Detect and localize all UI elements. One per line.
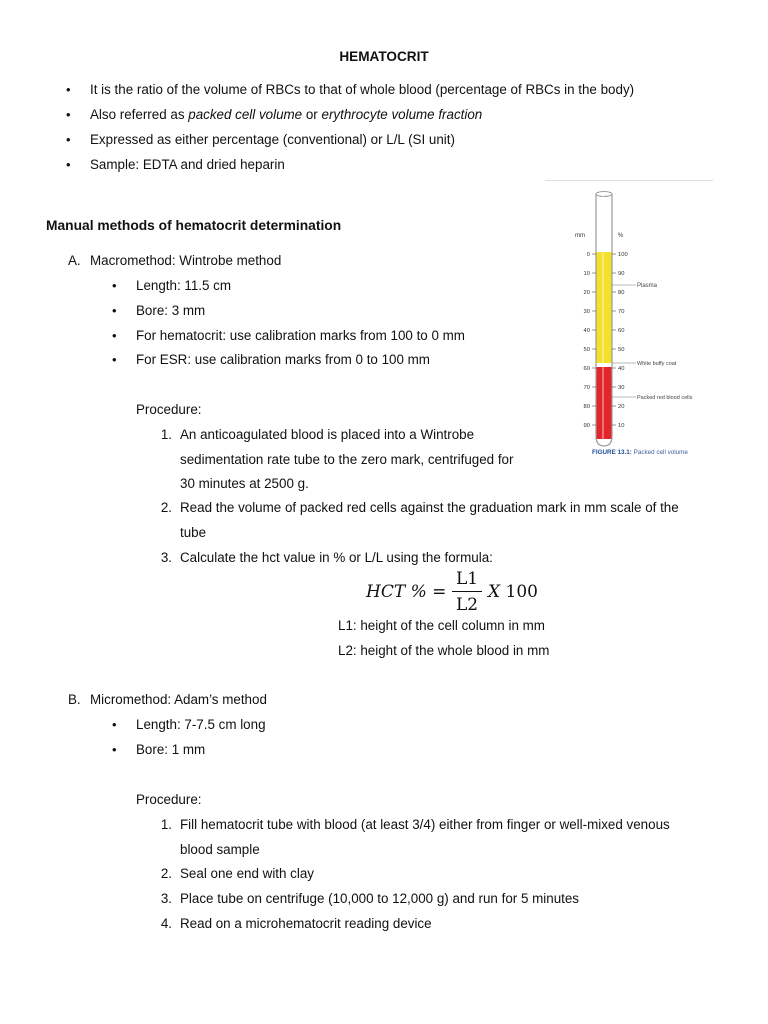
percent-tick-label: 60 <box>618 328 625 334</box>
percent-tick-label: 80 <box>618 290 625 296</box>
bullet-text: Expressed as either percentage (conventional) or L/L (SI unit) <box>90 132 455 147</box>
percent-tick-label: 70 <box>618 309 625 315</box>
step-text: tube <box>180 525 207 540</box>
step-number: 4. <box>160 916 172 931</box>
bullet-dot: • <box>66 157 71 172</box>
step-text: Seal one end with clay <box>180 866 314 881</box>
step-number: 1. <box>160 817 172 832</box>
bullet-dot: • <box>112 278 117 293</box>
packed-cells-label: Packed red blood cells <box>637 395 693 401</box>
bullet-dot: • <box>112 717 117 732</box>
bullet-text: Bore: 3 mm <box>136 303 206 318</box>
wintrobe-tube-illustration <box>545 180 713 460</box>
percent-tick-label: 40 <box>618 366 625 372</box>
step-text: Fill hematocrit tube with blood (at least 3/4) either from finger or well-mixed venous <box>180 817 670 832</box>
formula-legend-l1: L1: height of the cell column in mm <box>338 618 545 633</box>
step-number: 3. <box>160 550 172 565</box>
method-a-label: A. <box>68 253 81 268</box>
percent-tick-label: 90 <box>618 271 625 277</box>
step-text: sedimentation rate tube to the zero mark, centrifuged for <box>180 452 514 467</box>
tube-opening <box>596 192 612 197</box>
mm-tick-label: 40 <box>583 328 590 334</box>
bullet-dot: • <box>112 303 117 318</box>
formula-numerator: L1 <box>455 569 479 589</box>
step-number: 2. <box>160 866 172 881</box>
step-text: 30 minutes at 2500 g. <box>180 476 309 491</box>
step-text: Place tube on centrifuge (10,000 to 12,000 g) and run for 5 minutes <box>180 891 580 906</box>
mm-tick-label: 70 <box>583 385 590 391</box>
percent-tick-label: 100 <box>618 252 628 258</box>
formula-fraction <box>452 568 482 616</box>
percent-tick-label: 10 <box>618 423 625 429</box>
mm-tick-label: 80 <box>583 404 590 410</box>
bullet-dot: • <box>112 352 117 367</box>
bullet-text: For hematocrit: use calibration marks from 100 to 0 mm <box>136 328 465 343</box>
bullet-text: It is the ratio of the volume of RBCs to that of whole blood (percentage of RBCs in the body) <box>90 82 635 97</box>
bullet-dot: • <box>66 107 71 122</box>
bullet-text: Sample: EDTA and dried heparin <box>90 157 285 172</box>
bullet-text: Bore: 1 mm <box>136 742 206 757</box>
bullet-dot: • <box>112 742 117 757</box>
step-text: An anticoagulated blood is placed into a Wintrobe <box>180 427 475 442</box>
mm-tick-label: 50 <box>583 347 590 353</box>
percent-axis-label: % <box>618 233 624 239</box>
bullet-dot: • <box>66 132 71 147</box>
bullet-text <box>90 107 482 122</box>
formula-legend-l2: L2: height of the whole blood in mm <box>338 643 550 658</box>
formula-hundred: 100 <box>505 582 538 602</box>
bullet-dot: • <box>66 82 71 97</box>
bullet-dot: • <box>112 328 117 343</box>
mm-tick-label: 20 <box>583 290 590 296</box>
aka-term-1: packed cell volume <box>188 107 303 122</box>
method-a-procedure-label: Procedure: <box>136 402 202 417</box>
aka-term-2: erythrocyte volume fraction <box>321 107 483 122</box>
aka-or: or <box>302 107 322 122</box>
formula-lhs: HCT % = <box>366 582 447 602</box>
percent-tick-label: 50 <box>618 347 625 353</box>
plasma-label: Plasma <box>637 283 658 289</box>
bullet-text: Length: 11.5 cm <box>136 278 232 293</box>
mm-axis-label: mm <box>575 233 585 239</box>
step-text: Calculate the hct value in % or L/L using the formula: <box>180 550 493 565</box>
step-text: Read on a microhematocrit reading device <box>180 916 432 931</box>
mm-tick-label: 0 <box>586 252 590 258</box>
fraction-bar <box>452 591 482 592</box>
page-title: HEMATOCRIT <box>339 49 429 64</box>
method-b-label: B. <box>68 692 81 707</box>
figure-caption-number: FIGURE 13.1: <box>592 449 632 456</box>
section-heading: Manual methods of hematocrit determination <box>46 218 342 233</box>
mm-tick-label: 60 <box>583 366 590 372</box>
aka-prefix: Also referred as <box>90 107 189 122</box>
percent-tick-label: 30 <box>618 385 625 391</box>
method-b-procedure-label: Procedure: <box>136 792 202 807</box>
mm-tick-label: 30 <box>583 309 590 315</box>
mm-tick-label: 10 <box>583 271 590 277</box>
formula-rhs <box>488 582 538 602</box>
figure-caption-text: Packed cell volume <box>631 449 688 456</box>
bullet-text: Length: 7-7.5 cm long <box>136 717 266 732</box>
wintrobe-tube-figure <box>545 180 713 460</box>
step-number: 1. <box>160 427 172 442</box>
step-text: blood sample <box>180 842 260 857</box>
percent-tick-label: 20 <box>618 404 625 410</box>
method-b-title: Micromethod: Adam’s method <box>90 692 267 707</box>
formula-denominator: L2 <box>455 595 479 615</box>
buffy-coat-label: White buffy coat <box>637 361 677 367</box>
step-text: Read the volume of packed red cells against the graduation mark in mm scale of the <box>180 500 679 515</box>
mm-tick-label: 90 <box>583 423 590 429</box>
formula-times: X <box>488 582 501 602</box>
step-number: 2. <box>160 500 172 515</box>
step-number: 3. <box>160 891 172 906</box>
method-a-title: Macromethod: Wintrobe method <box>90 253 282 268</box>
figure-caption <box>592 449 688 456</box>
bullet-text: For ESR: use calibration marks from 0 to 100 mm <box>136 352 430 367</box>
